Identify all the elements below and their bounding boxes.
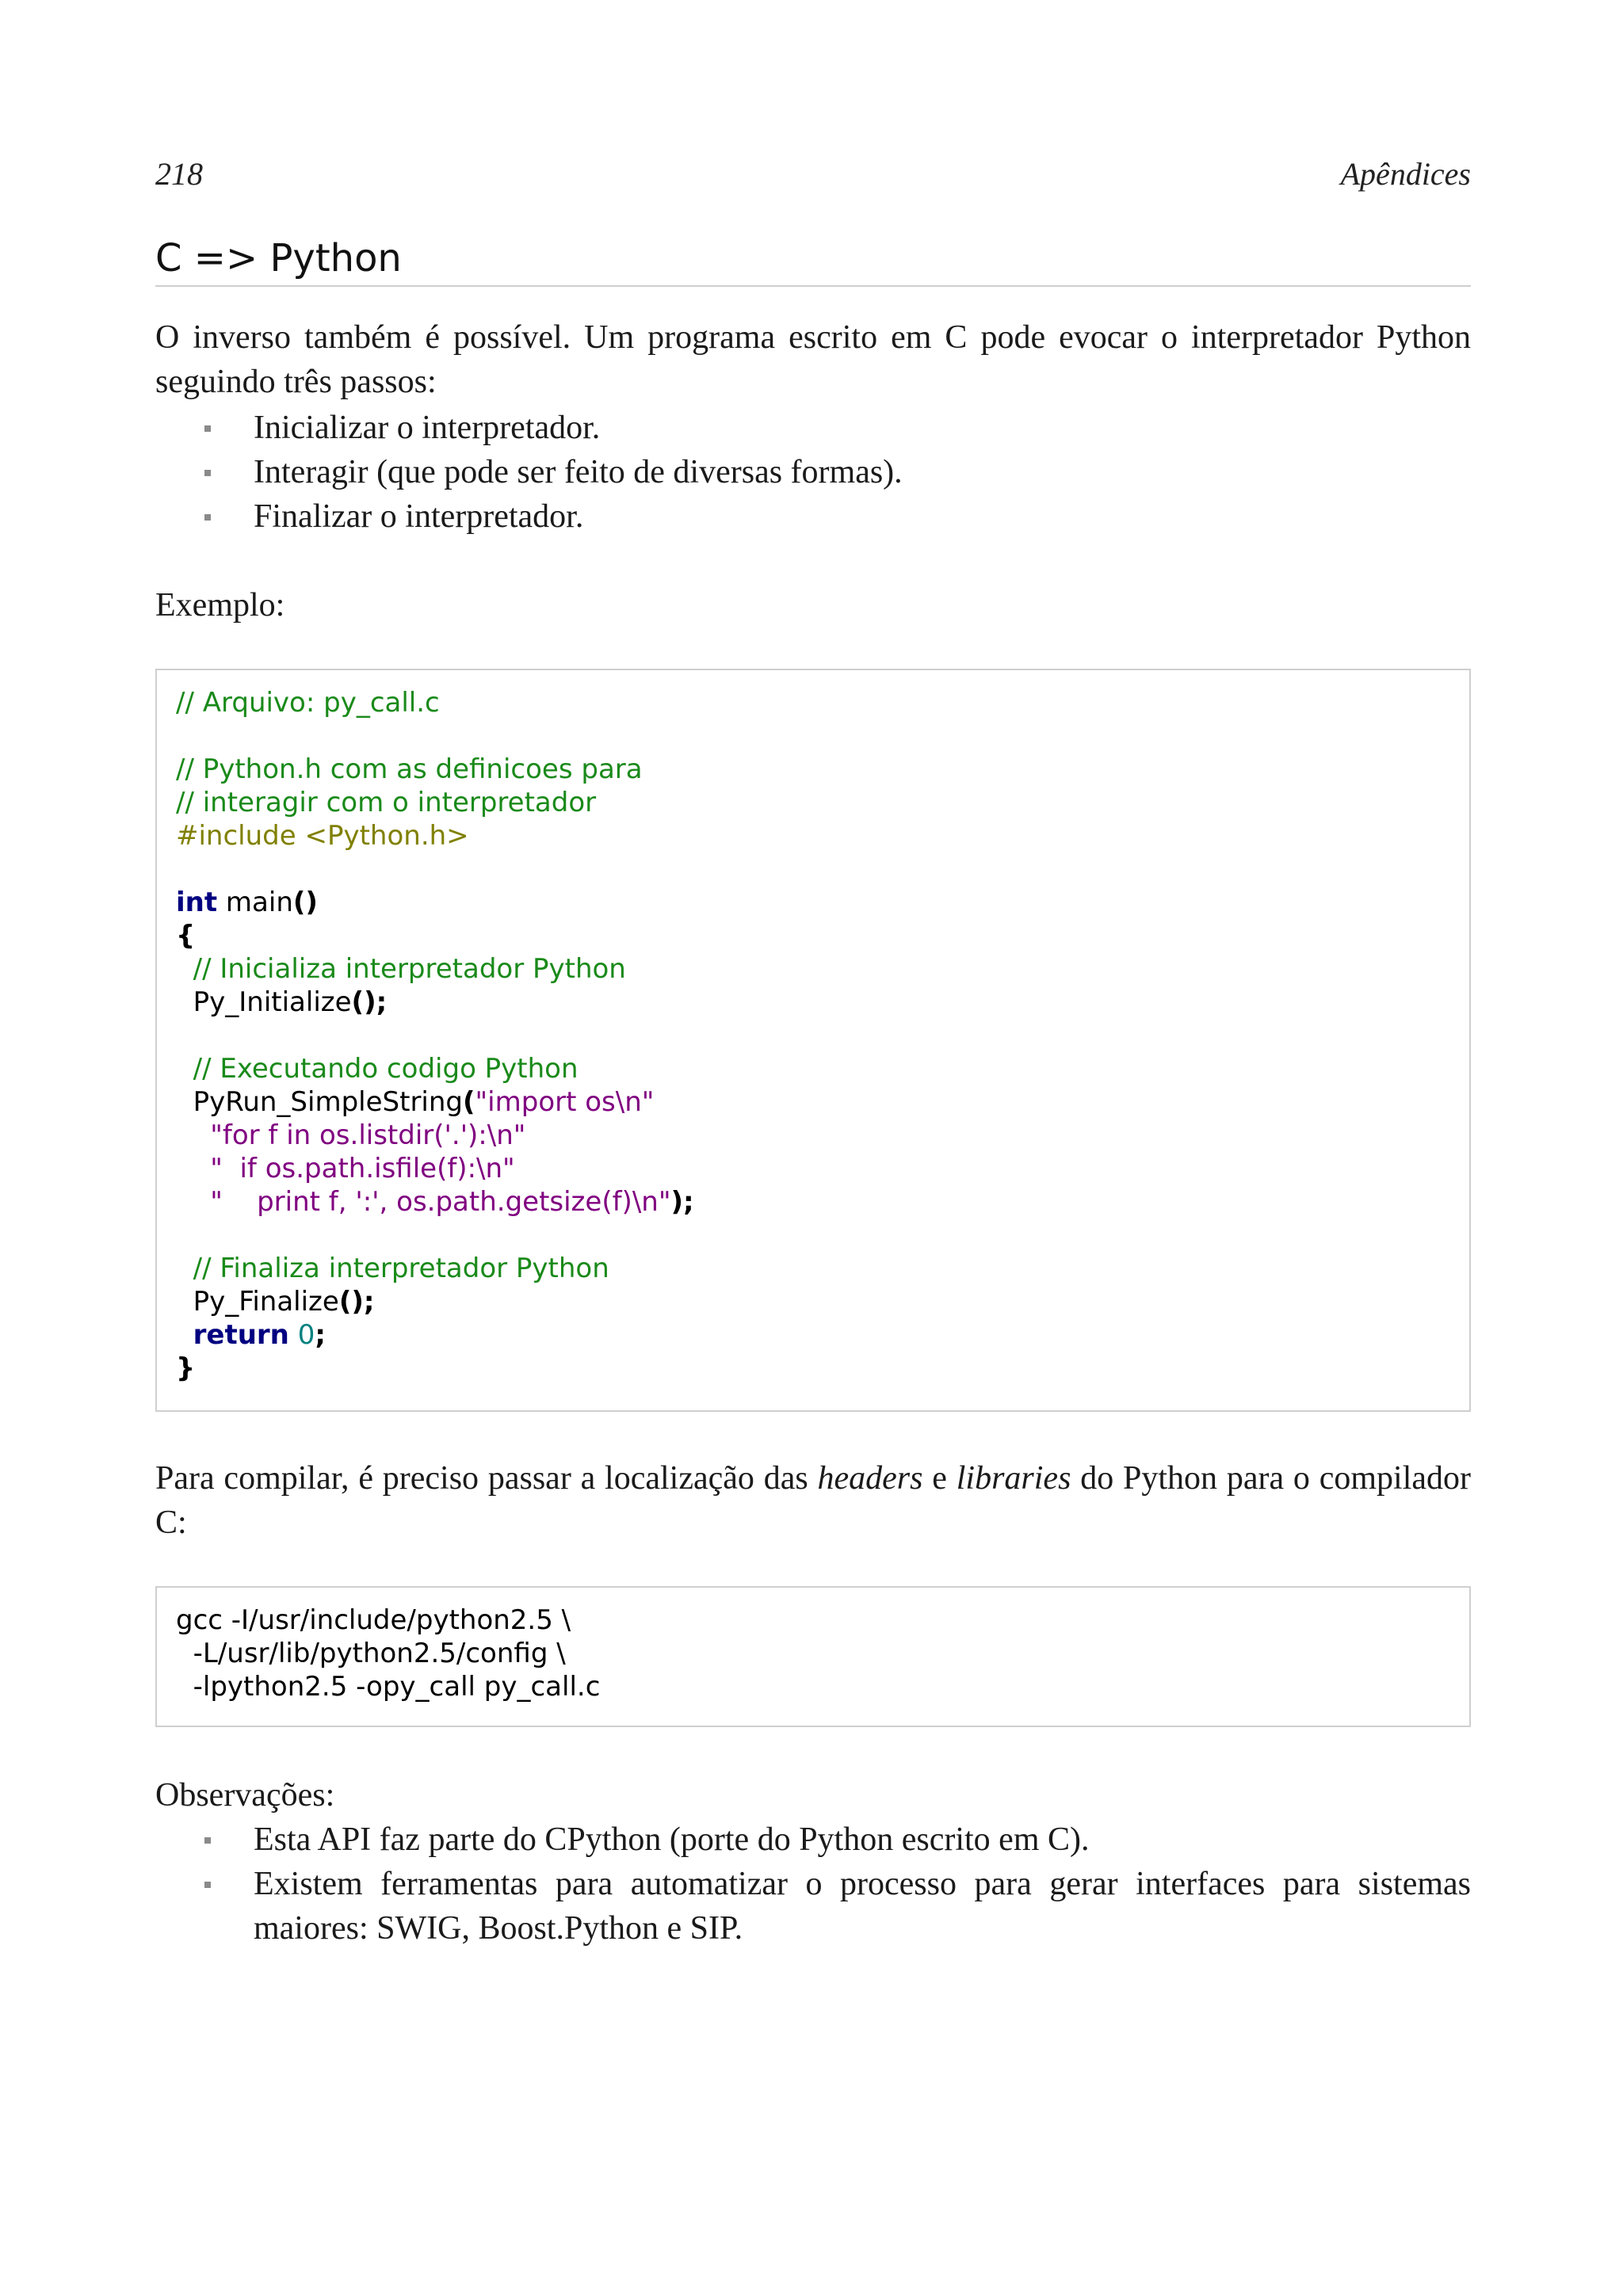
code-line: int main(): [176, 887, 318, 918]
code-line: "for f in os.listdir('.'):\n": [176, 1119, 526, 1151]
code-line: return 0;: [193, 1319, 326, 1351]
code-line: // Arquivo: py_call.c: [176, 687, 440, 719]
bullet-icon: [204, 1882, 211, 1888]
page-number: 218: [155, 156, 203, 192]
code-line: // interagir com o interpretador: [176, 787, 597, 818]
code-line: gcc -I/usr/include/python2.5 \: [176, 1604, 571, 1636]
code-line: Py_Finalize();: [176, 1286, 375, 1318]
code-line: -lpython2.5 -opy_call py_call.c: [176, 1671, 601, 1703]
chapter-title: Apêndices: [1340, 156, 1471, 192]
code-line: // Python.h com as definicoes para: [176, 753, 643, 785]
compile-paragraph: Para compilar, é preciso passar a localização das headers e libraries do Python para o compilador C:: [155, 1460, 1471, 1541]
code-line: " print f, ':', os.path.getsize(f)\n");: [176, 1186, 694, 1218]
code-line: Py_Initialize();: [176, 986, 388, 1018]
code-line: PyRun_SimpleString("import os\n": [176, 1086, 655, 1118]
code-line: [176, 719, 1450, 753]
intro-paragraph: O inverso também é possível. Um programa escrito em C pode evocar o interpretador Python seguindo três passos:: [155, 319, 1471, 400]
code-line: [176, 1019, 1450, 1052]
list-item: Finalizar o interpretador.: [155, 494, 1471, 539]
bullet-icon: [204, 1837, 211, 1844]
steps-list: [155, 406, 1471, 539]
code-line: " if os.path.isfile(f):\n": [176, 1153, 515, 1184]
code-block-example: [155, 669, 1471, 1412]
list-item: Inicializar o interpretador.: [155, 406, 1471, 450]
list-item: Existem ferramentas para automatizar o processo para gerar interfaces para sistemas maiores: SWIG, Boost.Python e SIP.: [155, 1862, 1471, 1951]
example-label: Exemplo:: [155, 587, 285, 624]
code-line: // Inicializa interpretador Python: [176, 953, 626, 985]
code-line: [176, 852, 1450, 886]
running-header: [155, 155, 1471, 193]
code-line: // Executando codigo Python: [176, 1053, 579, 1085]
code-line: [176, 1219, 1450, 1252]
code-line: // Finaliza interpretador Python: [176, 1253, 609, 1284]
bullet-icon: [204, 470, 211, 476]
code-line: #include <Python.h>: [176, 820, 469, 852]
code-line: -L/usr/lib/python2.5/config \: [176, 1638, 566, 1669]
bullet-icon: [204, 514, 211, 521]
section-title: C => Python: [155, 235, 1471, 287]
list-item: Esta API faz parte do CPython (porte do Python escrito em C).: [155, 1817, 1471, 1862]
code-line: {: [176, 920, 196, 952]
code-block-compile: [155, 1586, 1471, 1727]
code-line: }: [176, 1352, 196, 1384]
observations-label: Observações:: [155, 1777, 335, 1814]
list-item: Interagir (que pode ser feito de diversas formas).: [155, 450, 1471, 494]
bullet-icon: [204, 425, 211, 432]
observations-list: [155, 1817, 1471, 1951]
